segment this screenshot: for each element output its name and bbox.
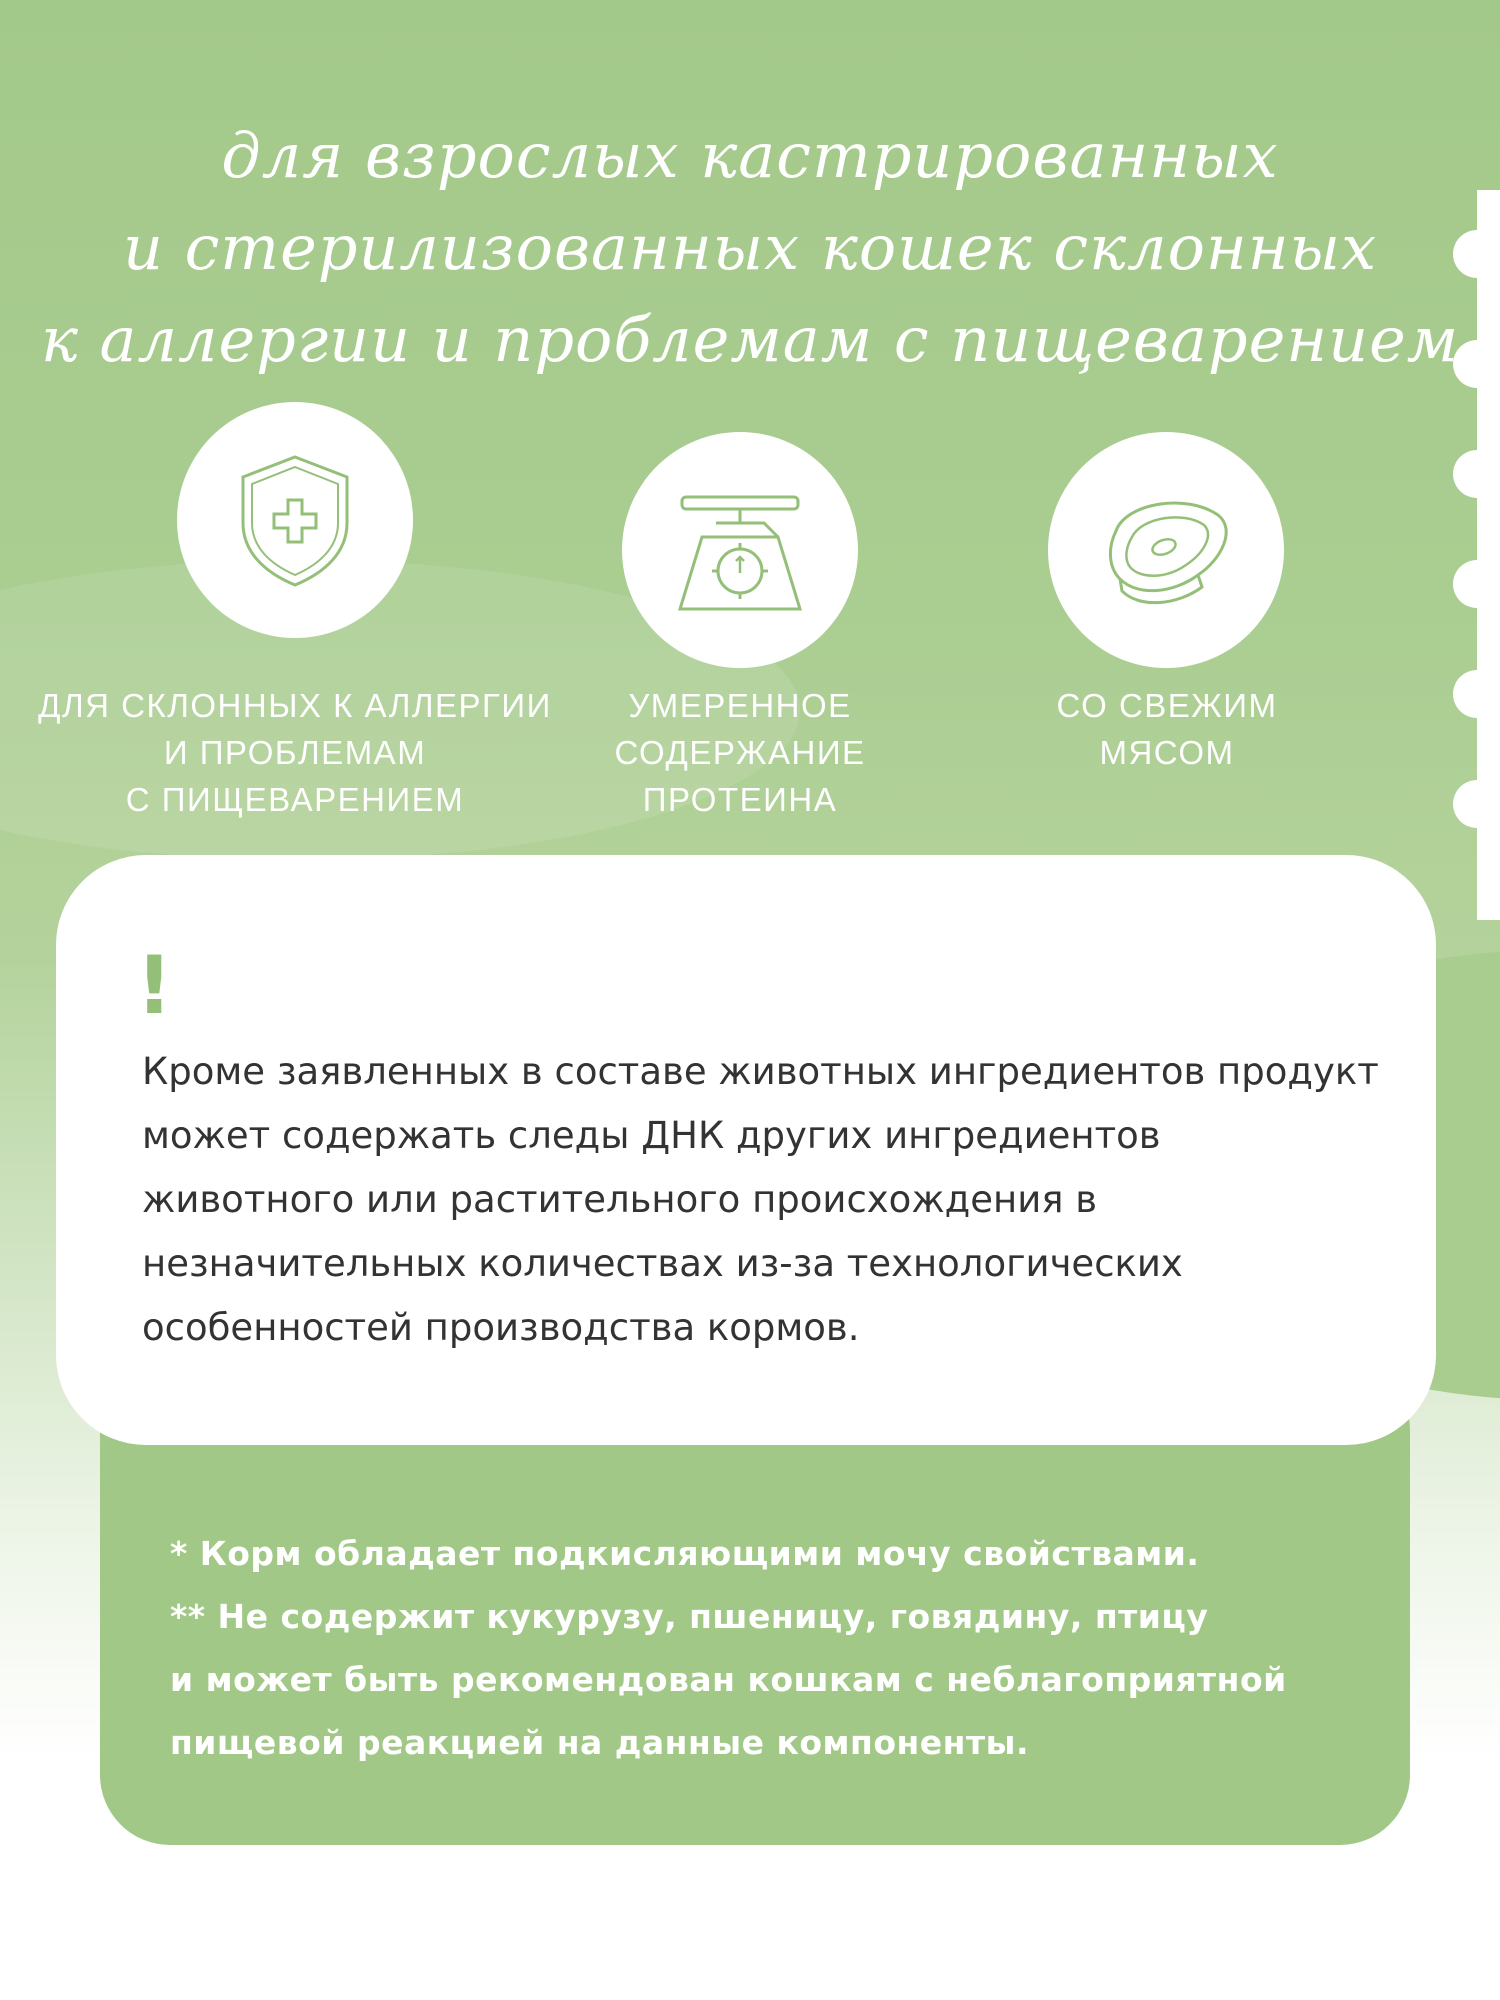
headline-line-3: к аллергии и проблемам с пищеварением	[40, 303, 1460, 376]
notice-line: может содержать следы ДНК других ингредиентов	[142, 1114, 1161, 1157]
exclamation-icon: !	[136, 939, 173, 1032]
footnote-line: ** Не содержит кукурузу, пшеницу, говядину, птицу	[170, 1597, 1209, 1636]
notice-text	[142, 1040, 1412, 1360]
notice-line: Кроме заявленных в составе животных ингредиентов продукт	[142, 1050, 1379, 1093]
footnote-line: * Корм обладает подкисляющими мочу свойствами.	[170, 1534, 1200, 1573]
shield-plus-icon	[220, 445, 370, 595]
feature-meat-label	[887, 682, 1447, 776]
headline-line-2: и стерилизованных кошек склонных	[122, 211, 1378, 284]
feature-allergy-label-line: ДЛЯ СКЛОННЫХ К АЛЛЕРГИИ	[38, 687, 552, 724]
feature-meat-label-line: МЯСОМ	[1099, 734, 1235, 771]
footnote-line: и может быть рекомендован кошкам с неблагоприятной	[170, 1660, 1287, 1699]
footnote-line: пищевой реакцией на данные компоненты.	[170, 1723, 1029, 1762]
meat-icon	[1086, 475, 1246, 625]
feature-protein-label-line: ПРОТЕИНА	[642, 781, 838, 818]
feature-meat-badge	[1048, 432, 1284, 668]
notice-line: животного или растительного происхождения в	[142, 1178, 1098, 1221]
feature-allergy-label-line: И ПРОБЛЕМАМ	[163, 734, 427, 771]
notice-line: незначительных количествах из-за технологических	[142, 1242, 1183, 1285]
footnotes-text	[170, 1522, 1390, 1774]
headline-line-1: для взрослых кастрированных	[221, 119, 1279, 192]
headline	[40, 110, 1460, 386]
scale-icon	[660, 475, 820, 625]
feature-meat-label-line: СО СВЕЖИМ	[1056, 687, 1278, 724]
feature-protein-label-line: СОДЕРЖАНИЕ	[614, 734, 866, 771]
feature-allergy-badge	[177, 402, 413, 638]
notice-line: особенностей производства кормов.	[142, 1306, 860, 1349]
feature-allergy-label-line: С ПИЩЕВАРЕНИЕМ	[125, 781, 465, 818]
feature-protein-label-line: УМЕРЕННОЕ	[628, 687, 852, 724]
feature-protein-badge	[622, 432, 858, 668]
